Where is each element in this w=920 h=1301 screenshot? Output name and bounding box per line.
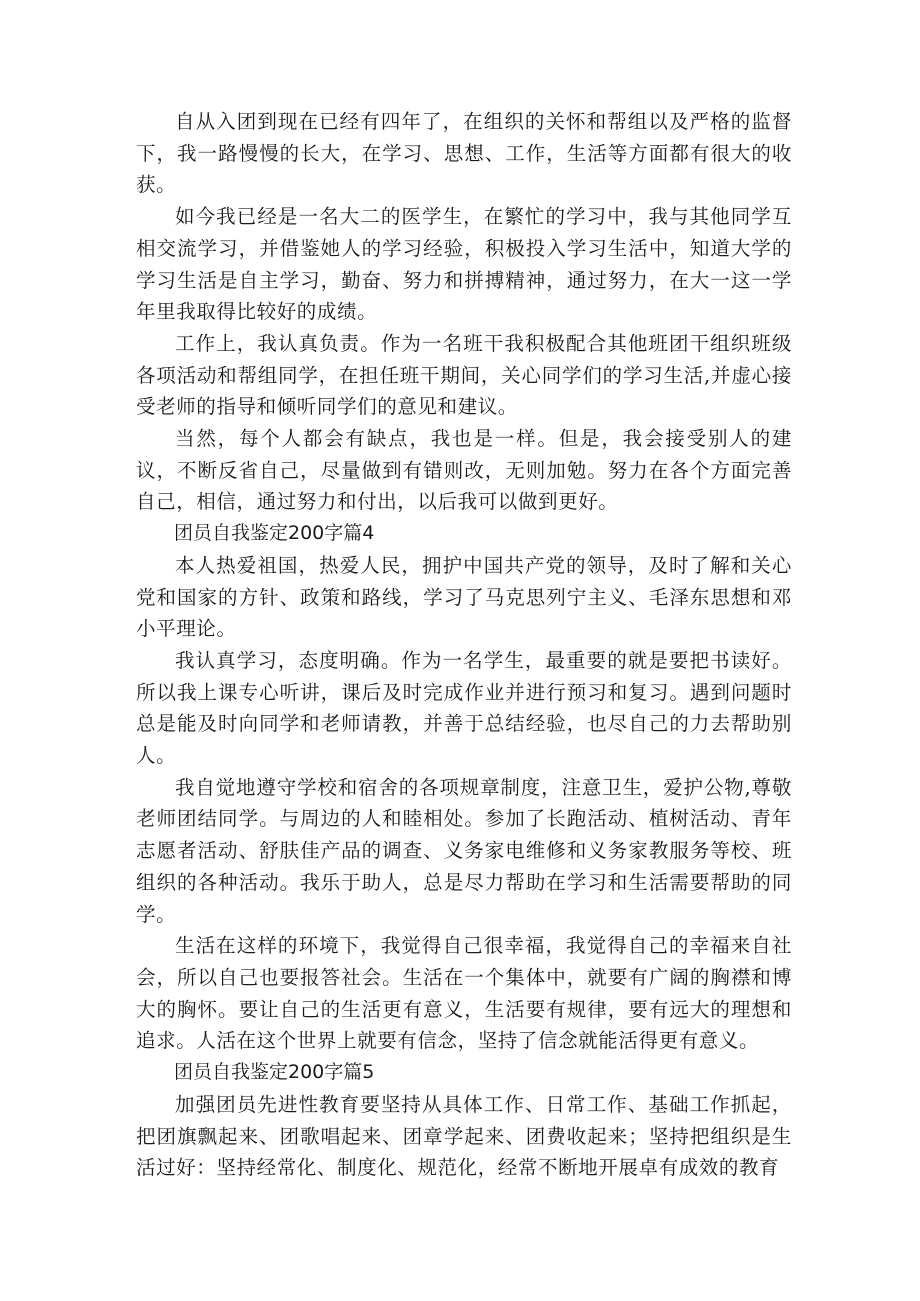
paragraph: 当然，每个人都会有缺点，我也是一样。但是，我会接受别人的建议，不断反省自己，尽量做到有错则改，无则加勉。努力在各个方面完善自己，相信，通过努力和付出，以后我可以做到更好。 (136, 427, 792, 514)
section-heading-5: 团员自我鉴定200字篇5 (174, 1061, 375, 1084)
paragraph: 自从入团到现在已经有四年了，在组织的关怀和帮组以及严格的监督下，我一路慢慢的长大，在学习、思想、工作，生活等方面都有很大的收获。 (136, 110, 792, 197)
document-body (136, 106, 792, 1184)
paragraph: 加强团员先进性教育要坚持从具体工作、日常工作、基础工作抓起，把团旗飘起来、团歌唱起来、团章学起来、团费收起来；坚持把组织是生活过好：坚持经常化、制度化、规范化，经常不断地开展卓有成效的教育 (136, 1092, 792, 1180)
paragraph: 如今我已经是一名大二的医学生，在繁忙的学习中，我与其他同学互相交流学习，并借鉴她人的学习经验，积极投入学习生活中，知道大学的学习生活是自主学习，勤奋、努力和拼搏精神，通过努力，在大一这一学年里我取得比较好的成绩。 (136, 205, 792, 324)
paragraph: 我自觉地遵守学校和宿舍的各项规章制度，注意卫生，爱护公物,尊敬老师团结同学。与周边的人和睦相处。参加了长跑活动、植树活动、青年志愿者活动、舒肤佳产品的调查、义务家电维修和义务家教服务等校、班组织的各种活动。我乐于助人，总是尽力帮助在学习和生活需要帮助的同学。 (136, 775, 792, 926)
paragraph: 本人热爱祖国，热爱人民，拥护中国共产党的领导，及时了解和关心党和国家的方针、政策和路线，学习了马克思列宁主义、毛泽东思想和邓小平理论。 (136, 553, 792, 641)
paragraph: 生活在这样的环境下，我觉得自己很幸福，我觉得自己的幸福来自社会，所以自己也要报答社会。生活在一个集体中，就要有广阔的胸襟和博大的胸怀。要让自己的生活更有意义，生活要有规律，要有远大的理想和追求。人活在这个世界上就要有信念，坚持了信念就能活得更有意义。 (136, 934, 792, 1053)
section-heading-4: 团员自我鉴定200字篇4 (174, 522, 375, 545)
paragraph: 我认真学习，态度明确。作为一名学生，最重要的就是要把书读好。所以我上课专心听讲，课后及时完成作业并进行预习和复习。遇到问题时总是能及时向同学和老师请教，并善于总结经验，也尽自己的力去帮助别人。 (136, 648, 792, 768)
paragraph: 工作上，我认真负责。作为一名班干我积极配合其他班团干组织班级各项活动和帮组同学，在担任班干期间，关心同学们的学习生活,并虚心接受老师的指导和倾听同学们的意见和建议。 (136, 331, 792, 419)
